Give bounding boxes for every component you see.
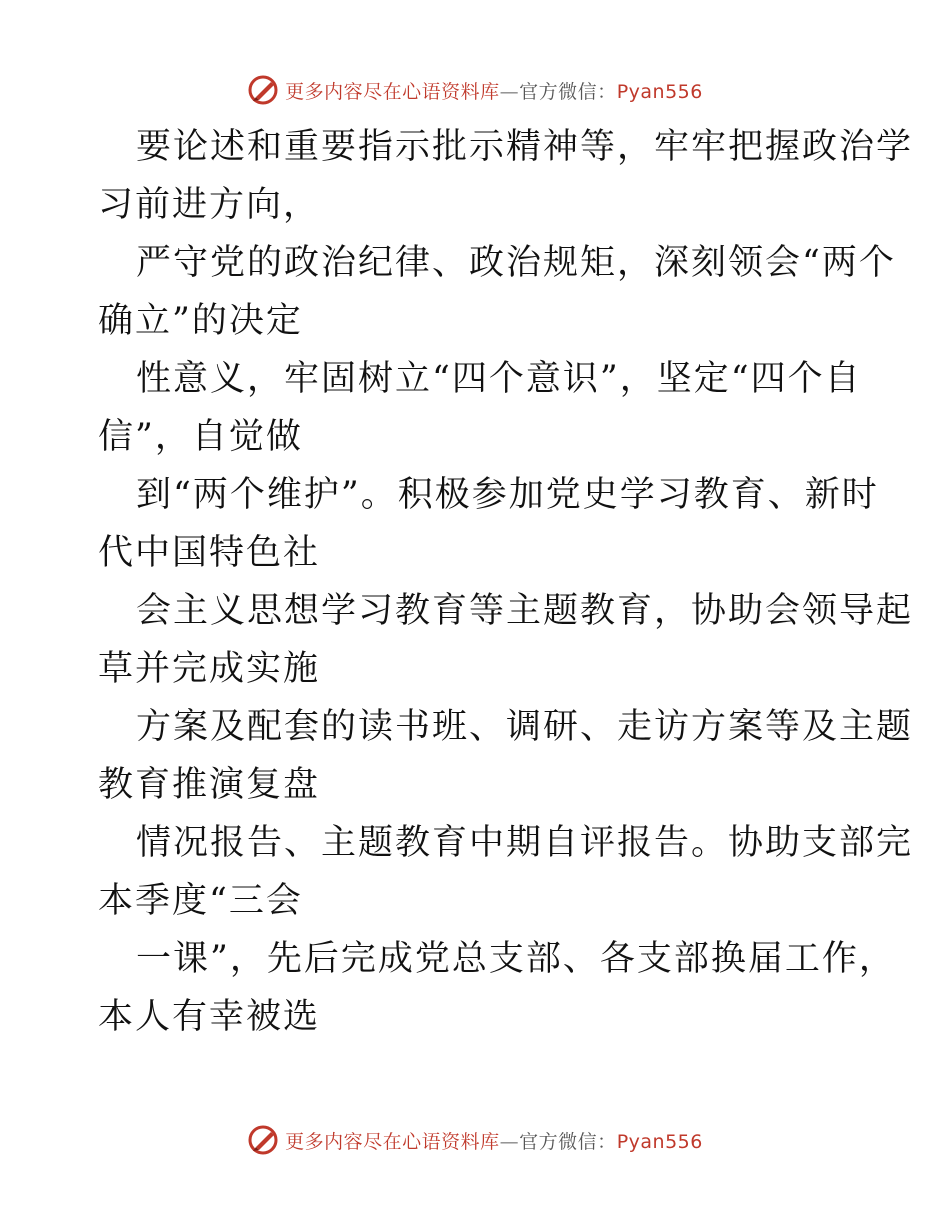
paragraph (98, 698, 914, 814)
paragraph-line: 情况报告、主题教育中期自评报告。协助支部完 (136, 823, 914, 863)
banner-dash: — (499, 80, 520, 103)
banner-promo: 更多内容尽在心语资料库 (285, 1130, 500, 1153)
paragraph (98, 930, 896, 1046)
paragraph-line: 一课”，先后完成党总支部、各支部换届工作， (136, 939, 896, 979)
paragraph (98, 466, 879, 582)
paragraph (98, 582, 914, 698)
banner-handle: Pyan556 (616, 80, 703, 103)
banner-official: 官方微信： (519, 80, 617, 103)
document-body (98, 118, 914, 1046)
paragraph (98, 234, 896, 350)
banner-official: 官方微信： (519, 1130, 617, 1153)
footer-banner (0, 1120, 950, 1160)
paragraph-line: 代中国特色社 (98, 533, 321, 573)
paragraph-line: 信”，自觉做 (98, 417, 303, 457)
banner-handle: Pyan556 (616, 1130, 703, 1153)
banner-text (285, 77, 703, 104)
banner-promo: 更多内容尽在心语资料库 (285, 80, 500, 103)
paragraph-line: 性意义，牢固树立“四个意识”，坚定“四个自 (136, 359, 862, 399)
paragraph-line: 严守党的政治纪律、政治规矩，深刻领会“两个 (136, 243, 896, 283)
paragraph-line: 教育推演复盘 (98, 765, 321, 805)
paragraph (98, 814, 914, 930)
paragraph-line: 要论述和重要指示批示精神等，牢牢把握政治学 (136, 127, 914, 167)
paragraph-line: 会主义思想学习教育等主题教育，协助会领导起 (136, 591, 914, 631)
paragraph-line: 习前进方向， (98, 185, 321, 225)
paragraph (98, 118, 914, 234)
paragraph (98, 350, 862, 466)
paragraph-line: 确立”的决定 (98, 301, 303, 341)
paragraph-line: 草并完成实施 (98, 649, 321, 689)
pen-logo-icon (247, 73, 281, 107)
paragraph-line: 本人有幸被选 (98, 997, 321, 1037)
paragraph-line: 方案及配套的读书班、调研、走访方案等及主题 (136, 707, 914, 747)
banner-dash: — (499, 1130, 520, 1153)
banner-text (285, 1127, 703, 1154)
header-banner (0, 70, 950, 110)
paragraph-line: 本季度“三会 (98, 881, 303, 921)
paragraph-line: 到“两个维护”。积极参加党史学习教育、新时 (136, 475, 879, 515)
pen-logo-icon (247, 1123, 281, 1157)
